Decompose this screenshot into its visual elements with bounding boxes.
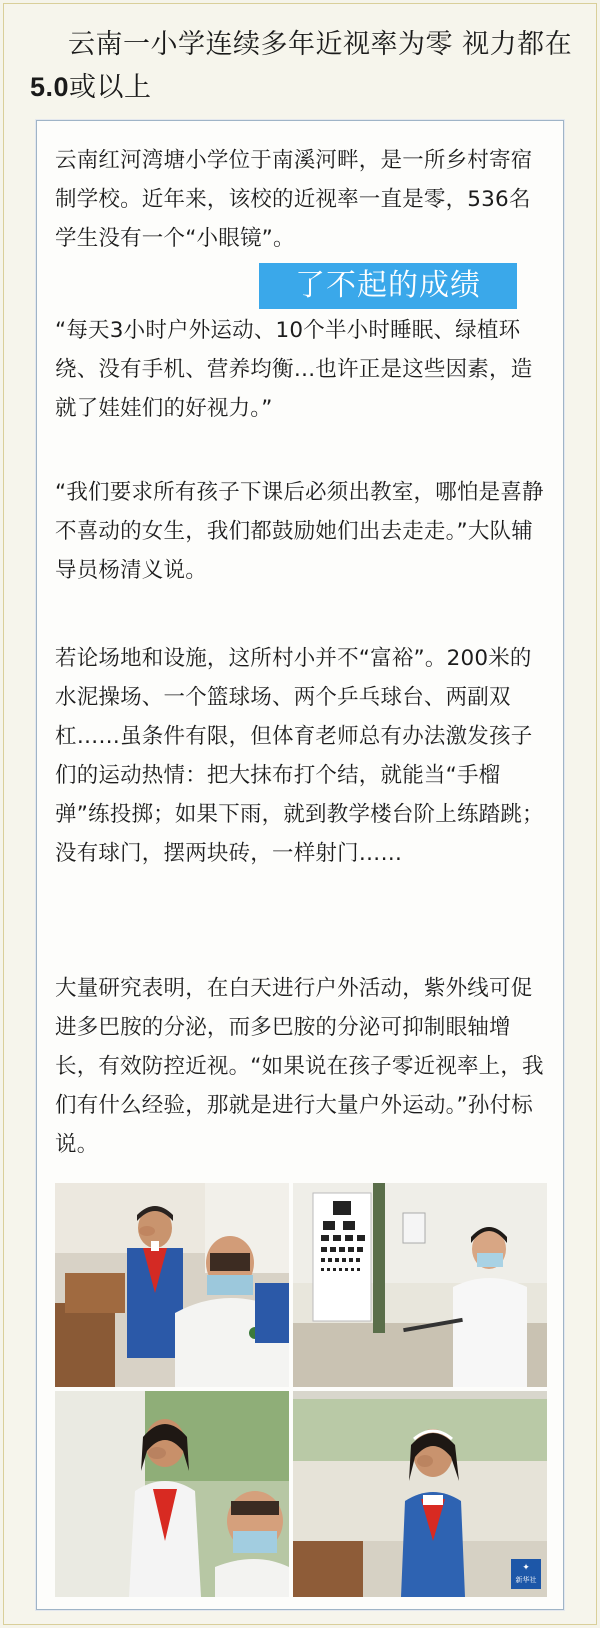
highlight-banner: 了不起的成绩 (259, 263, 517, 309)
research-paragraph: 大量研究表明，在白天进行户外活动，紫外线可促进多巴胺的分泌，而多巴胺的分泌可抑制眼轴增长，有效防控近视。“如果说在孩子零近视率上，我们有什么经验，那就是进行大量户外运动。”孙付标说。 (55, 976, 544, 1157)
intro-paragraph: 云南红河湾塘小学位于南溪河畔，是一所乡村寄宿制学校。近年来，该校的近视率一直是零，536名学生没有一个“小眼镜”。 (55, 148, 533, 251)
photo-eye-chart-nurse (293, 1183, 547, 1387)
watermark-label: 新华社 (515, 1576, 537, 1584)
photo-grid (55, 1183, 547, 1597)
headline-bold-value: 5.0 (30, 72, 70, 102)
photo-boy-eye-test (55, 1183, 289, 1387)
xinhua-watermark-logo: ✦ 新华社 (511, 1559, 541, 1589)
facilities-paragraph: 若论场地和设施，这所村小并不“富裕”。200米的水泥操场、一个篮球场、两个乒乓球台、两副双杠……虽条件有限，但体育老师总有办法激发孩子们的运动热情：把大抹布打个结，就能当“手榴弹”练投掷；如果下雨，就到教学楼台阶上练踏跳；没有球门，摆两块砖，一样射门…… (55, 646, 544, 866)
headline-part2: 或以上 (69, 72, 152, 103)
photo-girl-headband (293, 1391, 547, 1597)
headline-part1: 云南一小学连续多年近视率为零 视力都在 (68, 29, 573, 60)
quote-paragraph-1: “每天3小时户外运动、10个半小时睡眠、绿植环绕、没有手机、营养均衡…也许正是这些因素，造就了娃娃们的好视力。” (55, 318, 533, 421)
photo-girl-eye-test (55, 1391, 289, 1597)
headline (30, 24, 578, 109)
article-card (36, 120, 564, 1610)
quote-paragraph-2: “我们要求所有孩子下课后必须出教室，哪怕是喜静不喜动的女生，我们都鼓励她们出去走走。”大队辅导员杨清义说。 (55, 480, 544, 583)
